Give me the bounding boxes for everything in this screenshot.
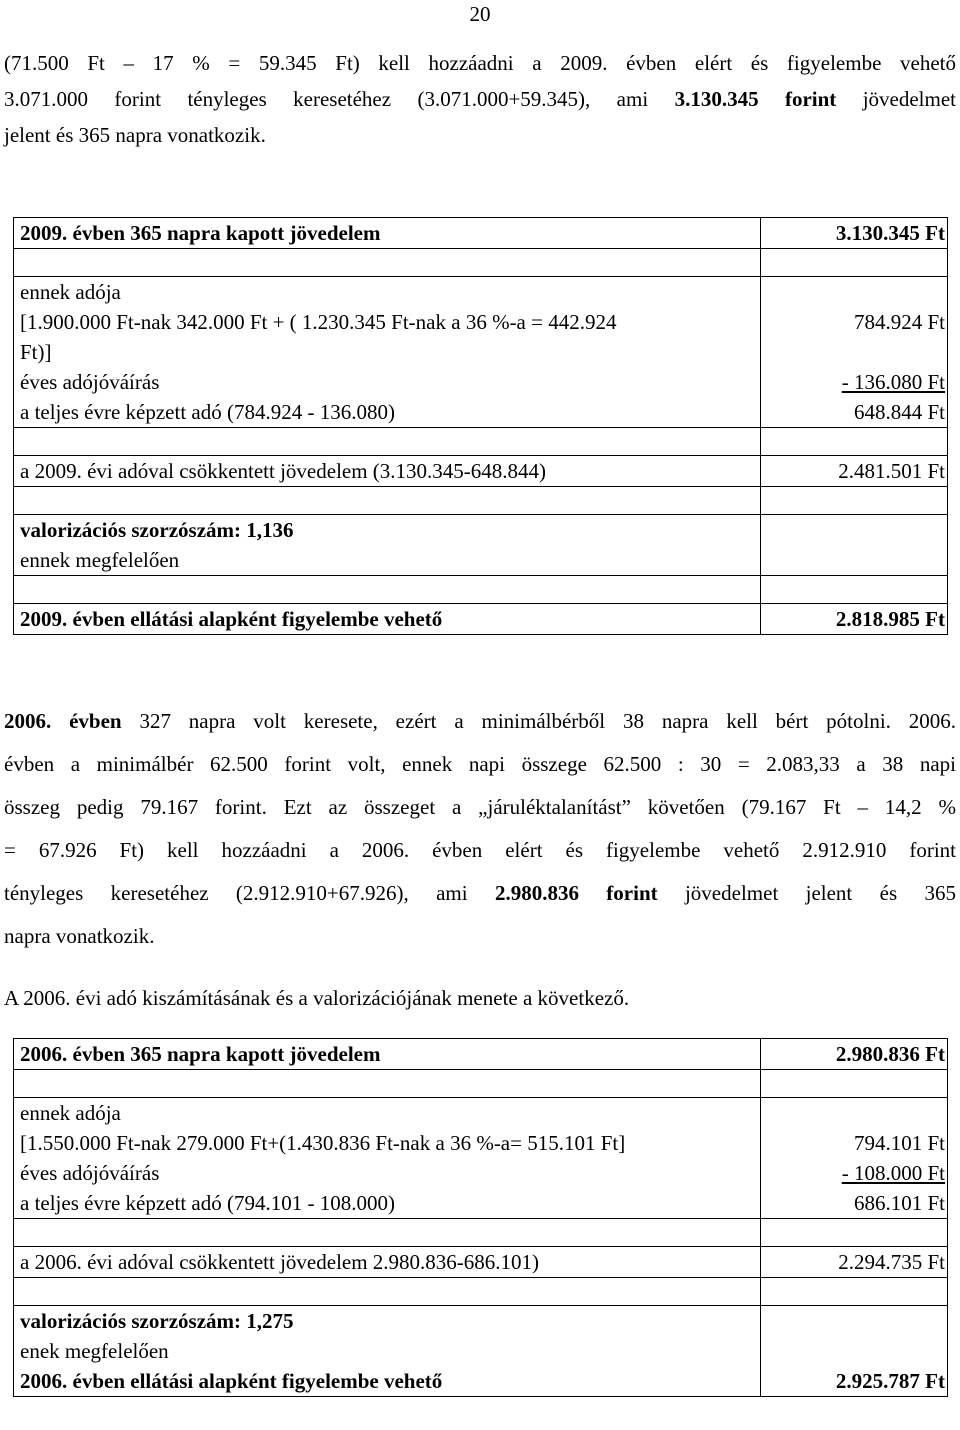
spacer-row bbox=[14, 487, 948, 515]
calculation-table-2006 bbox=[13, 1038, 948, 1397]
paragraph-line: napra vonatkozik. bbox=[4, 924, 155, 948]
paragraph-line: 3.071.000 forint tényleges keresetéhez (3.071.000+59.345), ami 3.130.345 forint jövedelmet bbox=[4, 87, 956, 111]
paragraph-line: tényleges keresetéhez (2.912.910+67.926), ami 2.980.836 forint jövedelmet jelent és 365 bbox=[4, 881, 956, 905]
spacer-row bbox=[14, 249, 948, 277]
income-2006-bold: 2.980.836 forint bbox=[494, 881, 658, 905]
pension-base-label: 2006. évben ellátási alapként figyelembe vehető bbox=[20, 1369, 443, 1393]
income-value: 3.130.345 Ft bbox=[761, 218, 948, 249]
pension-base-value: 2.925.787 Ft bbox=[761, 1306, 948, 1397]
spacer-row bbox=[14, 1219, 948, 1247]
calculation-table-2009 bbox=[13, 217, 948, 635]
paragraph-line: (71.500 Ft – 17 % = 59.345 Ft) kell hozzáadni a 2009. évben elért és figyelembe vehető bbox=[4, 51, 956, 75]
income-label: 2009. évben 365 napra kapott jövedelem bbox=[14, 218, 761, 249]
tax-values: 794.101 Ft - 108.000 Ft 686.101 Ft bbox=[761, 1098, 948, 1219]
net-income-label: a 2006. évi adóval csökkentett jövedelem 2.980.836-686.101) bbox=[14, 1247, 761, 1278]
paragraph-line: = 67.926 Ft) kell hozzáadni a 2006. évben elért és figyelembe vehető 2.912.910 forint bbox=[4, 838, 956, 862]
income-value: 2.980.836 Ft bbox=[761, 1039, 948, 1070]
paragraph-2006-intro bbox=[4, 700, 956, 958]
tax-label: ennek adója [1.550.000 Ft-nak 279.000 Ft+(1.430.836 Ft-nak a 36 %-a= 515.101 Ft] éves adójóváírás a teljes évre képzett adó (794.101 - 108.000) bbox=[14, 1098, 761, 1219]
pension-base-value: 2.818.985 Ft bbox=[761, 604, 948, 635]
paragraph-line: jelent és 365 napra vonatkozik. bbox=[4, 123, 266, 147]
spacer-row bbox=[14, 428, 948, 456]
tax-label: ennek adója [1.900.000 Ft-nak 342.000 Ft + ( 1.230.345 Ft-nak a 36 %-a = 442.924 Ft)] éves adójóváírás a teljes évre képzett adó (784.924 - 136.080) bbox=[14, 277, 761, 428]
spacer-row bbox=[14, 1278, 948, 1306]
tax-values: 784.924 Ft - 136.080 Ft 648.844 Ft bbox=[761, 277, 948, 428]
paragraph-2009-intro bbox=[4, 45, 956, 153]
net-income-value: 2.481.501 Ft bbox=[761, 456, 948, 487]
net-income-value: 2.294.735 Ft bbox=[761, 1247, 948, 1278]
multiplier-label: valorizációs szorzószám: 1,136 ennek megfelelően bbox=[14, 515, 761, 576]
net-income-label: a 2009. évi adóval csökkentett jövedelem (3.130.345-648.844) bbox=[14, 456, 761, 487]
spacer-row bbox=[14, 576, 948, 604]
multiplier-label: valorizációs szorzószám: 1,275 enek megfelelően 2006. évben ellátási alapként figyelembe vehető bbox=[14, 1306, 761, 1397]
paragraph-line: 2006. évben 327 napra volt keresete, ezért a minimálbérből 38 napra kell bért pótolni. 2006. bbox=[4, 709, 957, 733]
paragraph-line: évben a minimálbér 62.500 forint volt, ennek napi összege 62.500 : 30 = 2.083,33 a 38 napi bbox=[4, 752, 956, 776]
pension-base-label: 2009. évben ellátási alapként figyelembe vehető bbox=[14, 604, 761, 635]
paragraph-2006-method: A 2006. évi adó kiszámításának és a valorizációjának menete a következő. bbox=[4, 986, 630, 1010]
income-2009-bold: 3.130.345 forint bbox=[674, 87, 837, 111]
page-number: 20 bbox=[469, 2, 491, 26]
paragraph-line: összeg pedig 79.167 forint. Ezt az összeget a „járuléktalanítást” követően (79.167 Ft – 14,2 % bbox=[4, 795, 956, 819]
income-label: 2006. évben 365 napra kapott jövedelem bbox=[14, 1039, 761, 1070]
spacer-row bbox=[14, 1070, 948, 1098]
